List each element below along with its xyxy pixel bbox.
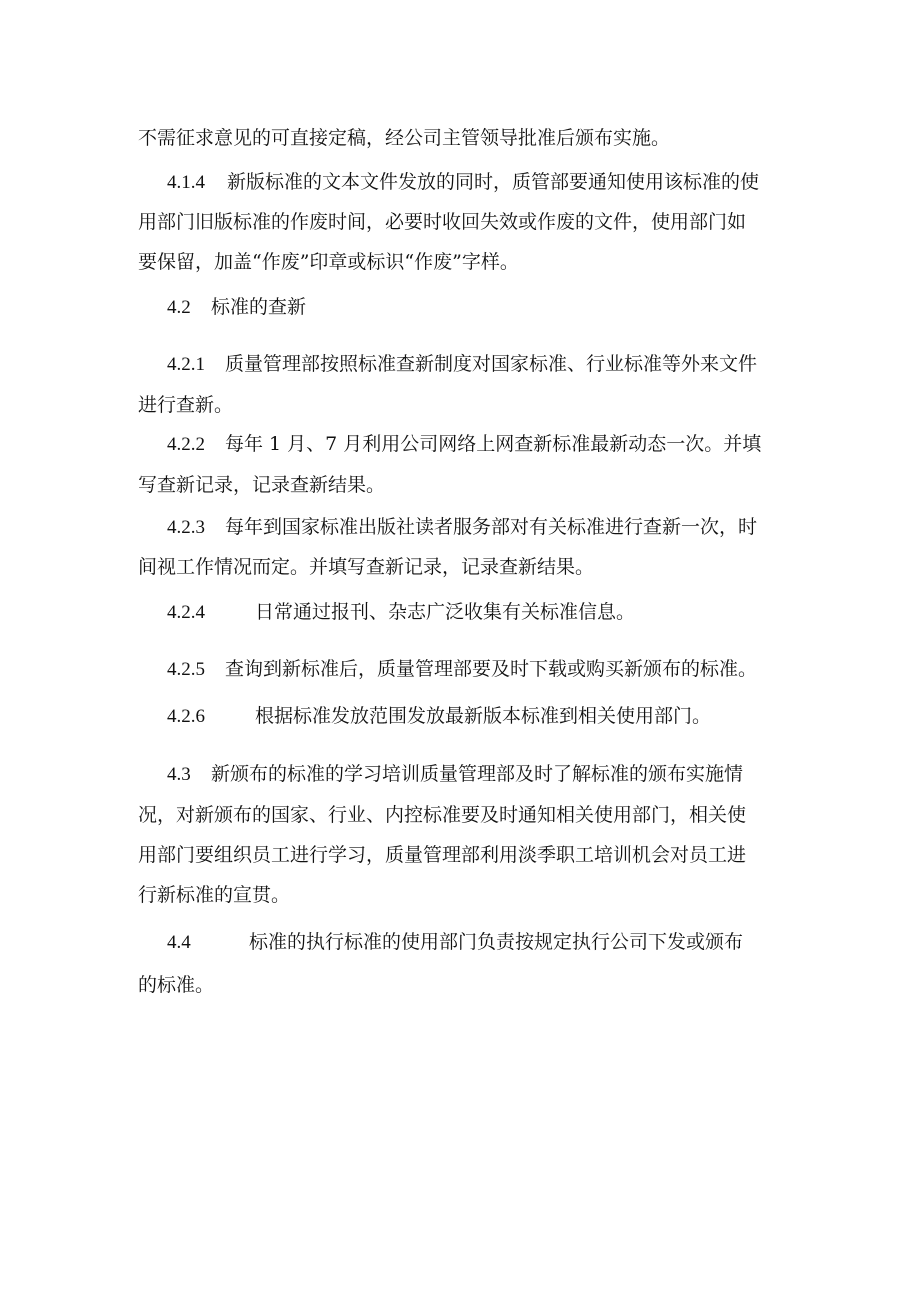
doc-line-1 <box>138 126 670 150</box>
line-text: 日常通过报刊、杂志广泛收集有关标准信息。 <box>255 601 636 623</box>
doc-line-12 <box>167 600 635 625</box>
doc-line-17 <box>138 843 746 867</box>
line-text: 用部门旧版标准的作废时间，必要时收回失效或作废的文件，使用部门如 <box>138 211 747 233</box>
line-text: 用部门要组织员工进行学习，质量管理部利用淡季职工培训机会对员工进 <box>138 844 747 866</box>
line-text: 行新标准的宣贯。 <box>138 884 291 906</box>
clause-number: 4.2.2 <box>167 434 205 455</box>
clause-number: 4.2.3 <box>167 517 205 538</box>
line-text: 要保留，加盖“作废”印章或标识“作废”字样。 <box>138 251 519 273</box>
line-text: 新版标准的文本文件发放的同时，质管部要通知使用该标准的使 <box>227 171 760 193</box>
line-text: 根据标准发放范围发放最新版本标准到相关使用部门。 <box>255 705 712 727</box>
doc-line-7 <box>138 393 233 417</box>
doc-line-20 <box>138 973 214 997</box>
line-text: 标准的查新 <box>211 296 307 318</box>
clause-number: 4.3 <box>167 764 191 785</box>
clause-number: 4.2 <box>167 297 191 318</box>
doc-line-11 <box>138 555 594 579</box>
clause-number: 4.1.4 <box>167 172 205 193</box>
doc-line-4 <box>138 250 519 274</box>
line-text: 不需征求意见的可直接定稿，经公司主管领导批准后颁布实施。 <box>138 127 671 149</box>
line-text: 进行查新。 <box>138 394 234 416</box>
doc-line-8 <box>167 432 761 457</box>
line-text: 写查新记录，记录查新结果。 <box>138 474 386 496</box>
doc-line-3 <box>138 210 746 234</box>
doc-line-5 <box>167 295 306 320</box>
line-text: 新颁布的标准的学习培训质量管理部及时了解标准的颁布实施情 <box>211 763 744 785</box>
clause-number: 4.2.5 <box>167 659 205 680</box>
line-text: 查询到新标准后，质量管理部要及时下载或购买新颁布的标准。 <box>225 658 758 680</box>
clause-number: 4.2.4 <box>167 602 205 623</box>
doc-line-13 <box>167 657 757 682</box>
clause-number: 4.2.6 <box>167 706 205 727</box>
clause-number: 4.4 <box>167 932 191 953</box>
line-text: 间视工作情况而定。并填写查新记录，记录查新结果。 <box>138 556 595 578</box>
doc-line-18 <box>138 883 290 907</box>
doc-line-10 <box>167 515 757 540</box>
line-text: 每年到国家标准出版社读者服务部对有关标准进行查新一次，时 <box>225 516 758 538</box>
doc-line-2 <box>167 170 759 195</box>
line-text: 的标准。 <box>138 974 215 996</box>
doc-line-15 <box>167 762 743 787</box>
clause-number: 4.2.1 <box>167 354 205 375</box>
doc-line-16 <box>138 803 746 827</box>
line-text: 质量管理部按照标准查新制度对国家标准、行业标准等外来文件 <box>225 353 758 375</box>
doc-line-14 <box>167 704 711 729</box>
line-text: 标准的执行标准的使用部门负责按规定执行公司下发或颁布 <box>249 931 744 953</box>
doc-line-9 <box>138 473 385 497</box>
line-text: 况，对新颁布的国家、行业、内控标准要及时通知相关使用部门，相关使 <box>138 804 747 826</box>
doc-line-19 <box>167 930 743 955</box>
line-text: 每年 1 月、7 月利用公司网络上网查新标准最新动态一次。并填 <box>225 433 762 455</box>
doc-line-6 <box>167 352 757 377</box>
